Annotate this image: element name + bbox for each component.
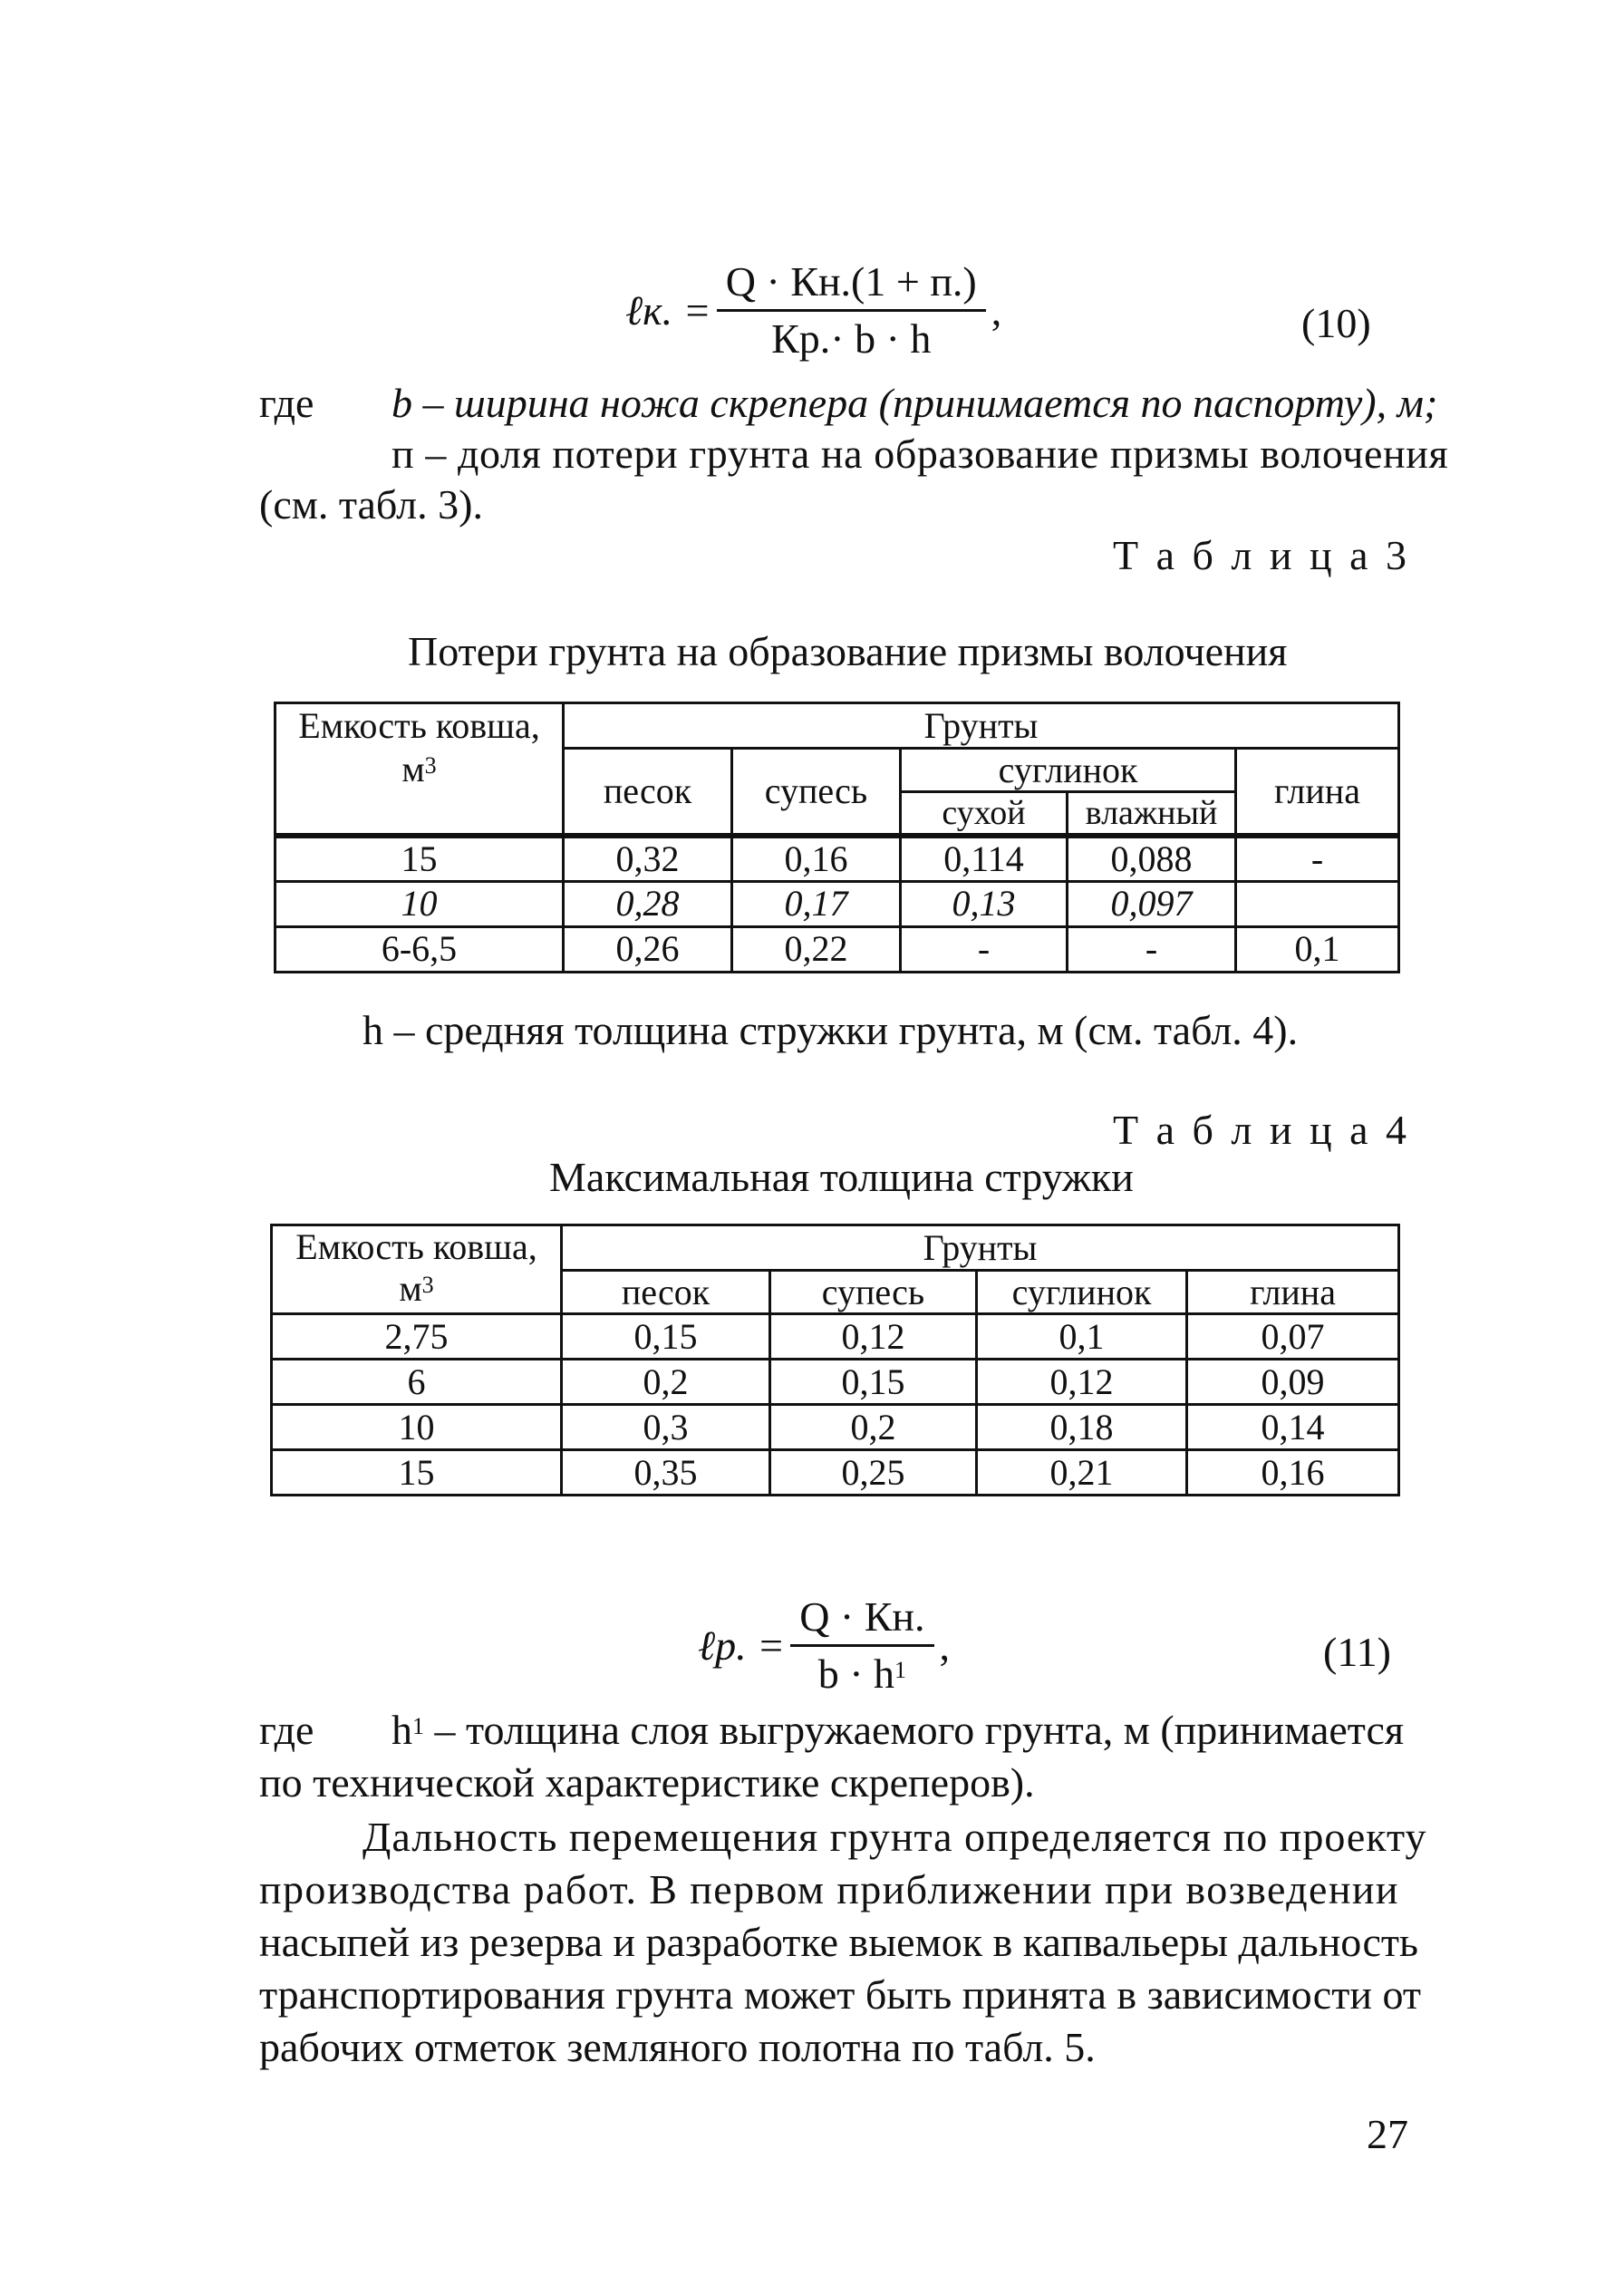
table4-title: Максимальная толщина стружки [549,1154,1134,1200]
page-number: 27 [1367,2111,1408,2157]
table3-head-unit-letter: м [401,749,425,789]
table4-head-sand: песок [562,1271,770,1314]
table4-cell: 0,21 [977,1450,1187,1496]
table3-head-unit-sup: 3 [424,752,437,779]
table3-cell: 0,097 [1068,881,1236,926]
table3-cell: 0,088 [1068,836,1236,881]
table3-cell: - [901,926,1068,972]
table4-head-unit-sup: 3 [421,1272,434,1298]
formula-10-lhs: ℓк. = [625,287,711,334]
table3-cell: 0,28 [564,881,732,926]
equation-number-10: (10) [1301,300,1371,346]
table-row [272,1360,1399,1405]
paragraph-line-1: Дальность перемещения грунта определяется по проекту [362,1814,1427,1860]
table4-head-capacity [272,1225,562,1314]
table4-cell: 6 [272,1360,562,1405]
table3-head-sand: песок [564,749,732,837]
table3-cell: - [1068,926,1236,972]
h1-symbol: h [392,1707,412,1753]
table4-caption: Т а б л и ц а 4 [1112,1107,1410,1153]
table-row [272,1314,1399,1360]
formula-10-numerator: Q · Кн.(1 + п.) [717,258,986,312]
table3-head-capacity-text: Емкость ковша, [298,705,540,746]
n-definition-line1: п – доля потери грунта на образование призмы волочения [392,431,1449,477]
table4-head-clay: глина [1187,1271,1399,1314]
formula-11-denominator [809,1647,915,1698]
h1-definition-text: – толщина слоя выгружаемого грунта, м (принимается [424,1707,1405,1753]
table-row [272,1450,1399,1496]
table3-cell [1236,881,1399,926]
formula-11-lhs: ℓр. = [698,1622,786,1669]
table3-cell: 10 [276,881,564,926]
table4-cell: 15 [272,1450,562,1496]
table3-head-soils: Грунты [564,703,1399,749]
paragraph-line-2: производства работ. В первом приближении при возведении [259,1866,1399,1912]
table4-cell: 2,75 [272,1314,562,1360]
table4-head-sandy-loam: супесь [770,1271,977,1314]
paragraph-line-4: транспортирования грунта может быть принята в зависимости от [259,1971,1421,2018]
table4-head-unit-letter: м [399,1268,422,1309]
n-definition-line2: (см. табл. 3). [259,481,483,528]
table4-head-soils: Грунты [562,1225,1399,1271]
table4-cell: 0,1 [977,1314,1187,1360]
table4-cell: 0,14 [1187,1405,1399,1450]
h1-definition-line2: по технической характеристике скреперов). [259,1759,1035,1806]
formula-10-comma: , [991,287,1002,334]
table4-cell: 0,2 [562,1360,770,1405]
table4-cell: 0,35 [562,1450,770,1496]
formula-11-comma: , [939,1622,951,1669]
table3-head-sandy-loam: супесь [732,749,901,837]
table-row [272,1405,1399,1450]
table3-cell: 0,16 [732,836,901,881]
equation-number-11: (11) [1323,1629,1391,1675]
table4 [270,1224,1400,1496]
formula-11-denominator-main: b · h [817,1651,895,1697]
formula-10 [625,258,1001,363]
where-label-2: где [259,1707,314,1753]
table4-cell: 0,12 [977,1360,1187,1405]
where-label-1: где [259,380,314,426]
table3-cell: 0,114 [901,836,1068,881]
table4-cell: 0,07 [1187,1314,1399,1360]
table3-head-wet: влажный [1068,792,1236,837]
table4-cell: 0,2 [770,1405,977,1450]
table3-cell: 0,1 [1236,926,1399,972]
table3-head-loam: суглинок [901,749,1236,792]
table3-head-unit [276,748,562,791]
table4-head-capacity-text: Емкость ковша, [295,1226,537,1267]
table4-cell: 10 [272,1405,562,1450]
formula-11 [698,1593,950,1698]
table3-cell: 0,26 [564,926,732,972]
table4-cell: 0,16 [1187,1450,1399,1496]
table3-caption: Т а б л и ц а 3 [1112,532,1410,578]
table3-cell: 0,32 [564,836,732,881]
table3-cell: 0,17 [732,881,901,926]
table3-head-clay: глина [1236,749,1399,837]
paragraph-line-3: насыпей из резерва и разработке выемок в капвальеры дальность [259,1919,1418,1965]
formula-11-fraction [790,1593,933,1698]
table4-cell: 0,12 [770,1314,977,1360]
formula-11-numerator: Q · Кн. [790,1593,933,1647]
formula-10-fraction [717,258,986,363]
table3-head-capacity [276,703,564,837]
table4-cell: 0,15 [770,1360,977,1405]
table4-cell: 0,09 [1187,1360,1399,1405]
b-definition: b – ширина ножа скрепера (принимается по паспорту), м; [392,380,1438,426]
formula-10-denominator: Кр.· b · h [771,315,932,362]
table4-head-unit [273,1268,560,1310]
table4-head-loam: суглинок [977,1271,1187,1314]
paragraph-line-5: рабочих отметок земляного полотна по табл. 5. [259,2024,1096,2070]
table3-cell: 15 [276,836,564,881]
table-row [276,881,1399,926]
formula-11-denominator-sup: 1 [894,1657,907,1683]
h1-definition-line1 [392,1706,1404,1755]
table3-cell: 0,13 [901,881,1068,926]
table4-cell: 0,15 [562,1314,770,1360]
h1-sup: 1 [412,1713,424,1739]
table4-cell: 0,18 [977,1405,1187,1450]
table4-cell: 0,25 [770,1450,977,1496]
table3-cell: 6-6,5 [276,926,564,972]
table3 [274,702,1400,973]
table3-title: Потери грунта на образование призмы волочения [408,628,1288,674]
table-row [276,836,1399,881]
table3-cell: 0,22 [732,926,901,972]
table3-cell: - [1236,836,1399,881]
table-row [276,926,1399,972]
h-definition: h – средняя толщина стружки грунта, м (см. табл. 4). [362,1007,1299,1053]
table4-cell: 0,3 [562,1405,770,1450]
table3-head-dry: сухой [901,792,1068,837]
